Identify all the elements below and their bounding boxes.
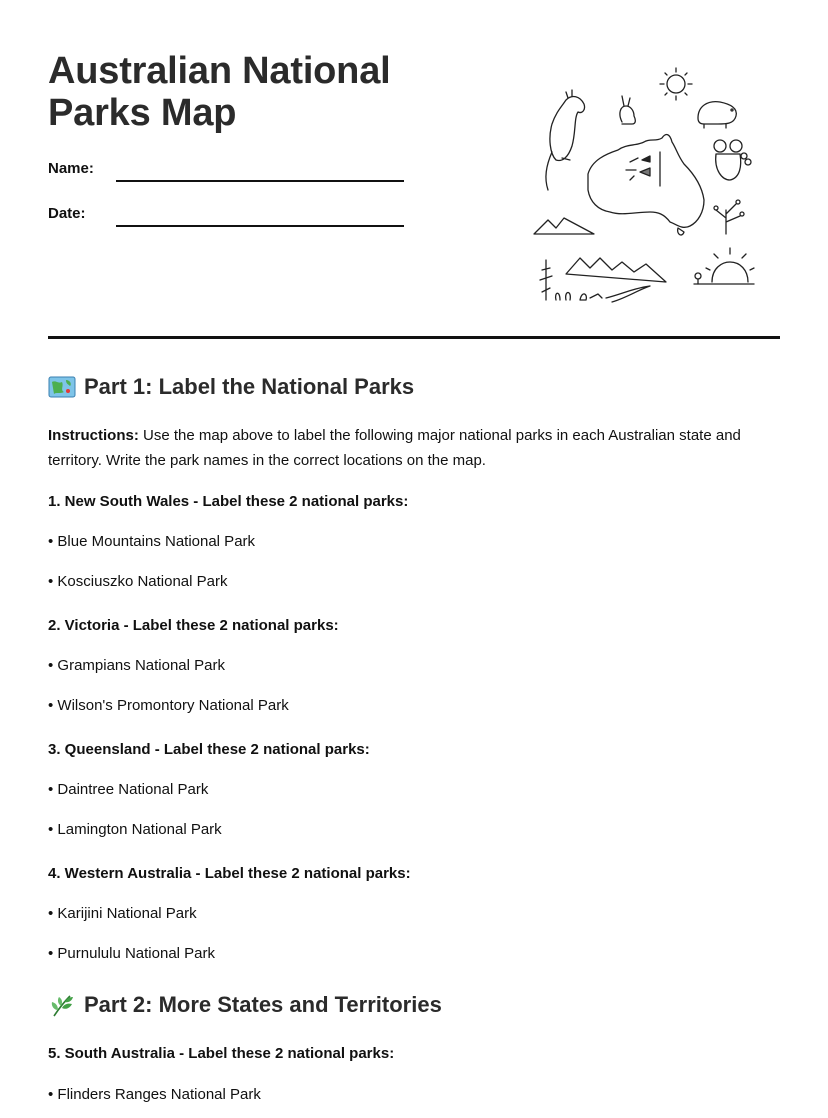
name-field [48, 158, 408, 182]
park-item: • Blue Mountains National Park [48, 533, 256, 550]
date-field [48, 203, 408, 227]
landscape-icon [540, 258, 666, 302]
kangaroo-icon [546, 90, 585, 190]
park-item: • Daintree National Park [48, 781, 209, 798]
worksheet-header [48, 0, 780, 340]
title-line-2: Parks Map [48, 92, 237, 134]
question-heading: 1. New South Wales - Label these 2 national parks: [48, 493, 409, 510]
park-item: • Grampians National Park [48, 657, 225, 674]
bilby-icon [620, 96, 635, 124]
worksheet-page [48, 0, 780, 1118]
header-divider [48, 336, 780, 339]
part1-instructions [48, 423, 780, 473]
mountains-small-icon [534, 218, 594, 234]
instructions-text: Use the map above to label the following major national parks in each Australian state and territory. Write the park names in the correct locations on the map. [48, 427, 741, 469]
instructions-label: Instructions: [48, 427, 139, 444]
map-icon [48, 374, 76, 400]
page-title [48, 50, 478, 134]
sun-icon [660, 68, 692, 100]
park-item: • Purnululu National Park [48, 945, 216, 962]
part2-title-text: Part 2: More States and Territories [84, 992, 442, 1017]
park-item: • Wilson's Promontory National Park [48, 697, 289, 714]
koala-icon [714, 140, 751, 180]
name-write-line [116, 180, 404, 182]
question-heading: 5. South Australia - Label these 2 national parks: [48, 1045, 395, 1062]
date-label: Date: [48, 205, 86, 222]
title-line-1: Australian National [48, 50, 391, 92]
question-heading: 3. Queensland - Label these 2 national parks: [48, 741, 370, 758]
park-item: • Lamington National Park [48, 821, 222, 838]
part2-heading [48, 992, 442, 1018]
part1-heading [48, 374, 414, 400]
question-heading: 2. Victoria - Label these 2 national parks: [48, 617, 339, 634]
australia-map-outline [588, 135, 704, 235]
date-write-line [116, 225, 404, 227]
park-item: • Flinders Ranges National Park [48, 1086, 261, 1103]
park-item: • Kosciuszko National Park [48, 573, 228, 590]
park-item: • Karijini National Park [48, 905, 197, 922]
australia-illustration [526, 62, 762, 308]
tree-icon [714, 200, 744, 234]
herb-icon [48, 992, 76, 1018]
question-heading: 4. Western Australia - Label these 2 national parks: [48, 865, 411, 882]
part1-title-text: Part 1: Label the National Parks [84, 374, 415, 399]
wombat-icon [698, 102, 736, 128]
sunrise-icon [694, 248, 754, 284]
name-label: Name: [48, 160, 94, 177]
